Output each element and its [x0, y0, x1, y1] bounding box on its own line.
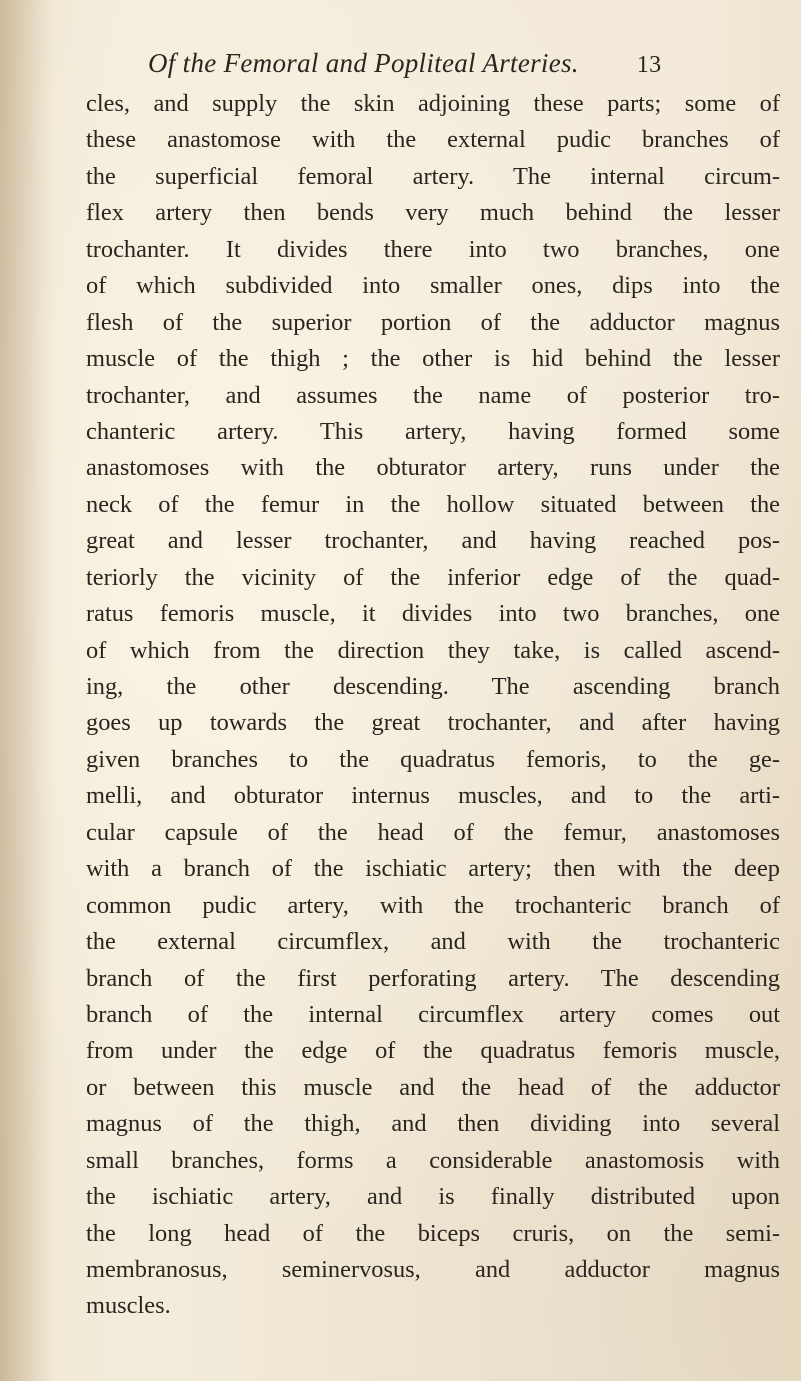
page-number: 13 [636, 52, 662, 78]
text-line: common pudic artery, with the trochanteric branch of [86, 891, 780, 919]
text-line: goes up towards the great trochanter, and after having [86, 709, 780, 737]
text-line: the long head of the biceps cruris, on the semi- [86, 1219, 780, 1247]
text-line: with a branch of the ischiatic artery; then with the deep [86, 855, 780, 883]
text-line: of which from the direction they take, is called ascend- [86, 636, 780, 664]
text-line: melli, and obturator internus muscles, and to the arti- [86, 782, 780, 810]
text-line: neck of the femur in the hollow situated between the [86, 490, 780, 518]
text-line: flex artery then bends very much behind the lesser [86, 199, 780, 227]
text-line-last: muscles. [86, 1292, 171, 1320]
text-line: magnus of the thigh, and then dividing into several [86, 1110, 780, 1138]
text-line: muscle of the thigh ; the other is hid behind the lesser [86, 345, 780, 373]
text-line: cular capsule of the head of the femur, anastomoses [86, 818, 780, 846]
body-text [86, 86, 780, 1325]
page-edge-shadow [0, 0, 55, 1381]
text-line: small branches, forms a considerable anastomosis with [86, 1146, 780, 1174]
text-line: of which subdivided into smaller ones, dips into the [86, 272, 780, 300]
text-line: flesh of the superior portion of the adductor magnus [86, 308, 780, 336]
text-line: from under the edge of the quadratus femoris muscle, [86, 1037, 780, 1065]
text-line: trochanter, and assumes the name of posterior tro- [86, 381, 780, 409]
text-line: anastomoses with the obturator artery, runs under the [86, 454, 780, 482]
text-line: chanteric artery. This artery, having formed some [86, 417, 780, 445]
text-line: branch of the first perforating artery. The descending [86, 964, 780, 992]
text-line: trochanter. It divides there into two branches, one [86, 235, 780, 263]
text-line: ratus femoris muscle, it divides into two branches, one [86, 600, 780, 628]
text-line: the external circumflex, and with the trochanteric [86, 928, 780, 956]
running-header [148, 48, 768, 88]
text-line: branch of the internal circumflex artery comes out [86, 1000, 780, 1028]
text-line: or between this muscle and the head of the adductor [86, 1073, 780, 1101]
text-line: great and lesser trochanter, and having reached pos- [86, 527, 780, 555]
running-header-title: Of the Femoral and Popliteal Arteries. [148, 48, 579, 78]
text-line: the ischiatic artery, and is finally distributed upon [86, 1183, 780, 1211]
text-line: these anastomose with the external pudic branches of [86, 126, 780, 154]
text-line: ing, the other descending. The ascending branch [86, 673, 780, 700]
text-line: given branches to the quadratus femoris, to the ge- [86, 745, 780, 773]
text-line: cles, and supply the skin adjoining these parts; some of [86, 90, 780, 117]
text-line: teriorly the vicinity of the inferior edge of the quad- [86, 563, 780, 591]
text-line: the superficial femoral artery. The internal circum- [86, 162, 780, 190]
text-line: membranosus, seminervosus, and adductor magnus [86, 1256, 780, 1283]
